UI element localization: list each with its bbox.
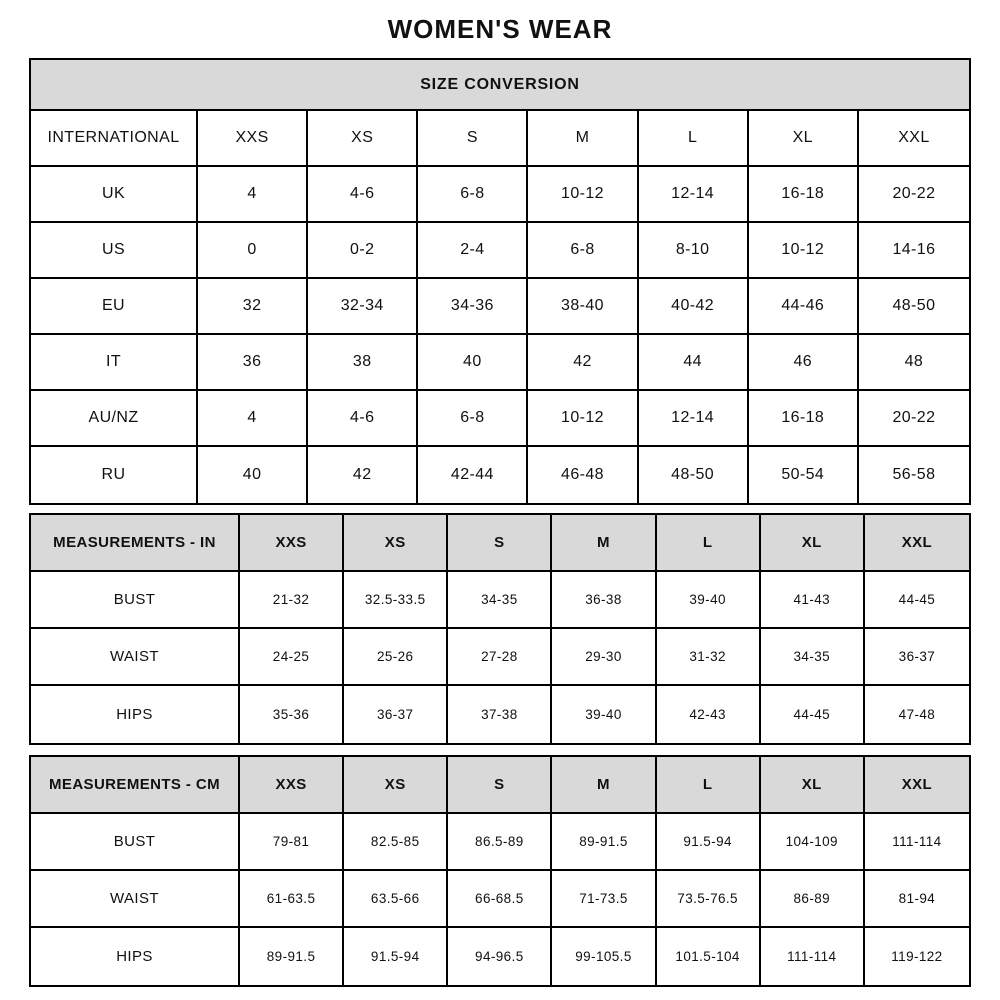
measurement-value-cell: 86-89 xyxy=(761,871,865,928)
size-value-cell: 56-58 xyxy=(892,466,936,483)
size-value-cell: 0 xyxy=(198,223,308,279)
measurement-value-cell: 94-96.5 xyxy=(448,928,552,985)
size-conversion-header: SIZE CONVERSION xyxy=(31,60,969,111)
size-column-header: S xyxy=(448,515,552,572)
size-value-cell: 40 xyxy=(418,335,528,391)
size-value-cell: 40 xyxy=(198,447,308,503)
size-value-cell: 32-34 xyxy=(308,279,418,335)
column-header-size: XXS xyxy=(198,111,308,167)
measurement-row-label: WAIST xyxy=(31,629,240,686)
measurement-value-cell: 39-40 xyxy=(552,686,656,743)
region-row-label: AU/NZ xyxy=(31,391,198,447)
size-column-header: XXL xyxy=(865,515,969,572)
measurements-header: MEASUREMENTS - IN xyxy=(31,515,240,572)
size-value-cell: 46 xyxy=(749,335,859,391)
size-value-cell: 4-6 xyxy=(308,167,418,223)
size-value-cell: 4-6 xyxy=(308,391,418,447)
measurement-value-cell: 42-43 xyxy=(657,686,761,743)
size-column-header: XL xyxy=(761,757,865,814)
size-value-cell: 42 xyxy=(308,447,418,503)
size-value-cell: 20-22 xyxy=(859,391,969,447)
size-column-header: XL xyxy=(761,515,865,572)
measurement-value-cell: 91.5-94 xyxy=(657,814,761,871)
size-value-cell: 14-16 xyxy=(859,223,969,279)
column-header-size: XL xyxy=(749,111,859,167)
measurement-value-cell: 104-109 xyxy=(761,814,865,871)
measurement-value-cell: 31-32 xyxy=(657,629,761,686)
measurement-value-cell: 36-38 xyxy=(552,572,656,629)
size-column-header: XS xyxy=(344,515,448,572)
measurement-value-cell: 29-30 xyxy=(552,629,656,686)
measurement-value-cell: 47-48 xyxy=(898,707,936,722)
measurements-header: MEASUREMENTS - CM xyxy=(31,757,240,814)
measurements-in-table xyxy=(29,513,971,745)
measurement-value-cell: 24-25 xyxy=(240,629,344,686)
measurement-value-cell: 71-73.5 xyxy=(552,871,656,928)
measurement-value-cell: 89-91.5 xyxy=(240,928,344,985)
measurement-value-cell: 89-91.5 xyxy=(552,814,656,871)
measurement-value-cell: 73.5-76.5 xyxy=(657,871,761,928)
size-value-cell: 4 xyxy=(198,167,308,223)
measurement-value-cell: 66-68.5 xyxy=(448,871,552,928)
size-value-cell: 16-18 xyxy=(749,391,859,447)
size-value-cell: 2-4 xyxy=(418,223,528,279)
size-column-header: XXS xyxy=(240,515,344,572)
size-value-cell: 12-14 xyxy=(639,391,749,447)
size-value-cell: 48 xyxy=(859,335,969,391)
size-value-cell: 42 xyxy=(528,335,638,391)
measurement-value-cell: 35-36 xyxy=(240,686,344,743)
measurement-value-cell: 37-38 xyxy=(448,686,552,743)
size-column-header: M xyxy=(552,757,656,814)
measurement-value-cell: 86.5-89 xyxy=(448,814,552,871)
page-title: WOMEN'S WEAR xyxy=(387,14,613,44)
size-value-cell: 12-14 xyxy=(639,167,749,223)
size-value-cell: 48-50 xyxy=(859,279,969,335)
size-value-cell: 46-48 xyxy=(528,447,638,503)
measurement-value-cell: 44-45 xyxy=(761,686,865,743)
measurement-value-cell: 39-40 xyxy=(657,572,761,629)
measurement-value-cell: 119-122 xyxy=(891,949,943,964)
column-header-size: XXL xyxy=(859,111,969,167)
size-column-header: XXS xyxy=(240,757,344,814)
measurement-value-cell: 36-37 xyxy=(344,686,448,743)
size-column-header: S xyxy=(448,757,552,814)
size-value-cell: 34-36 xyxy=(418,279,528,335)
column-header-size: L xyxy=(639,111,749,167)
measurements-cm-grid xyxy=(31,757,969,985)
size-conversion-table xyxy=(29,58,971,505)
region-row-label: EU xyxy=(31,279,198,335)
measurement-value-cell: 79-81 xyxy=(240,814,344,871)
size-column-header: L xyxy=(657,515,761,572)
size-value-cell: 10-12 xyxy=(749,223,859,279)
size-chart-page xyxy=(29,0,971,987)
size-value-cell: 16-18 xyxy=(749,167,859,223)
measurement-value-cell: 41-43 xyxy=(761,572,865,629)
measurement-value-cell: 63.5-66 xyxy=(344,871,448,928)
measurements-cm-table xyxy=(29,755,971,987)
size-value-cell: 48-50 xyxy=(639,447,749,503)
measurement-value-cell: 25-26 xyxy=(344,629,448,686)
region-row-label: IT xyxy=(31,335,198,391)
column-header-size: S xyxy=(418,111,528,167)
measurement-value-cell: 21-32 xyxy=(240,572,344,629)
size-value-cell: 10-12 xyxy=(528,167,638,223)
size-value-cell: 4 xyxy=(198,391,308,447)
measurement-value-cell: 111-114 xyxy=(865,814,969,871)
size-value-cell: 6-8 xyxy=(418,167,528,223)
measurement-value-cell: 99-105.5 xyxy=(552,928,656,985)
size-value-cell: 44 xyxy=(639,335,749,391)
measurement-value-cell: 34-35 xyxy=(761,629,865,686)
size-value-cell: 6-8 xyxy=(418,391,528,447)
measurement-value-cell: 81-94 xyxy=(865,871,969,928)
size-conversion-grid xyxy=(31,111,969,503)
size-value-cell: 8-10 xyxy=(639,223,749,279)
size-column-header: M xyxy=(552,515,656,572)
column-header-international: INTERNATIONAL xyxy=(31,111,198,167)
measurement-value-cell: 101.5-104 xyxy=(657,928,761,985)
measurement-value-cell: 111-114 xyxy=(761,928,865,985)
size-value-cell: 40-42 xyxy=(639,279,749,335)
measurement-row-label: BUST xyxy=(31,572,240,629)
measurement-value-cell: 27-28 xyxy=(448,629,552,686)
size-value-cell: 6-8 xyxy=(528,223,638,279)
size-value-cell: 32 xyxy=(198,279,308,335)
size-value-cell: 42-44 xyxy=(418,447,528,503)
size-value-cell: 44-46 xyxy=(749,279,859,335)
column-header-size: XS xyxy=(308,111,418,167)
size-value-cell: 36 xyxy=(198,335,308,391)
size-value-cell: 0-2 xyxy=(308,223,418,279)
measurement-row-label: BUST xyxy=(31,814,240,871)
measurement-value-cell: 82.5-85 xyxy=(344,814,448,871)
region-row-label: US xyxy=(31,223,198,279)
measurement-row-label: HIPS xyxy=(31,686,240,743)
region-row-label: UK xyxy=(31,167,198,223)
size-value-cell: 20-22 xyxy=(859,167,969,223)
size-value-cell: 38 xyxy=(308,335,418,391)
size-value-cell: 38-40 xyxy=(528,279,638,335)
size-column-header: L xyxy=(657,757,761,814)
measurement-row-label: WAIST xyxy=(31,871,240,928)
measurement-value-cell: 91.5-94 xyxy=(344,928,448,985)
measurement-value-cell: 34-35 xyxy=(448,572,552,629)
column-header-size: M xyxy=(528,111,638,167)
size-value-cell: 10-12 xyxy=(528,391,638,447)
size-column-header: XS xyxy=(344,757,448,814)
measurement-row-label: HIPS xyxy=(31,928,240,985)
measurements-in-grid xyxy=(31,515,969,743)
size-value-cell: 50-54 xyxy=(749,447,859,503)
measurement-value-cell: 61-63.5 xyxy=(240,871,344,928)
region-row-label: RU xyxy=(31,447,198,503)
size-column-header: XXL xyxy=(865,757,969,814)
measurement-value-cell: 44-45 xyxy=(865,572,969,629)
measurement-value-cell: 36-37 xyxy=(865,629,969,686)
measurement-value-cell: 32.5-33.5 xyxy=(344,572,448,629)
